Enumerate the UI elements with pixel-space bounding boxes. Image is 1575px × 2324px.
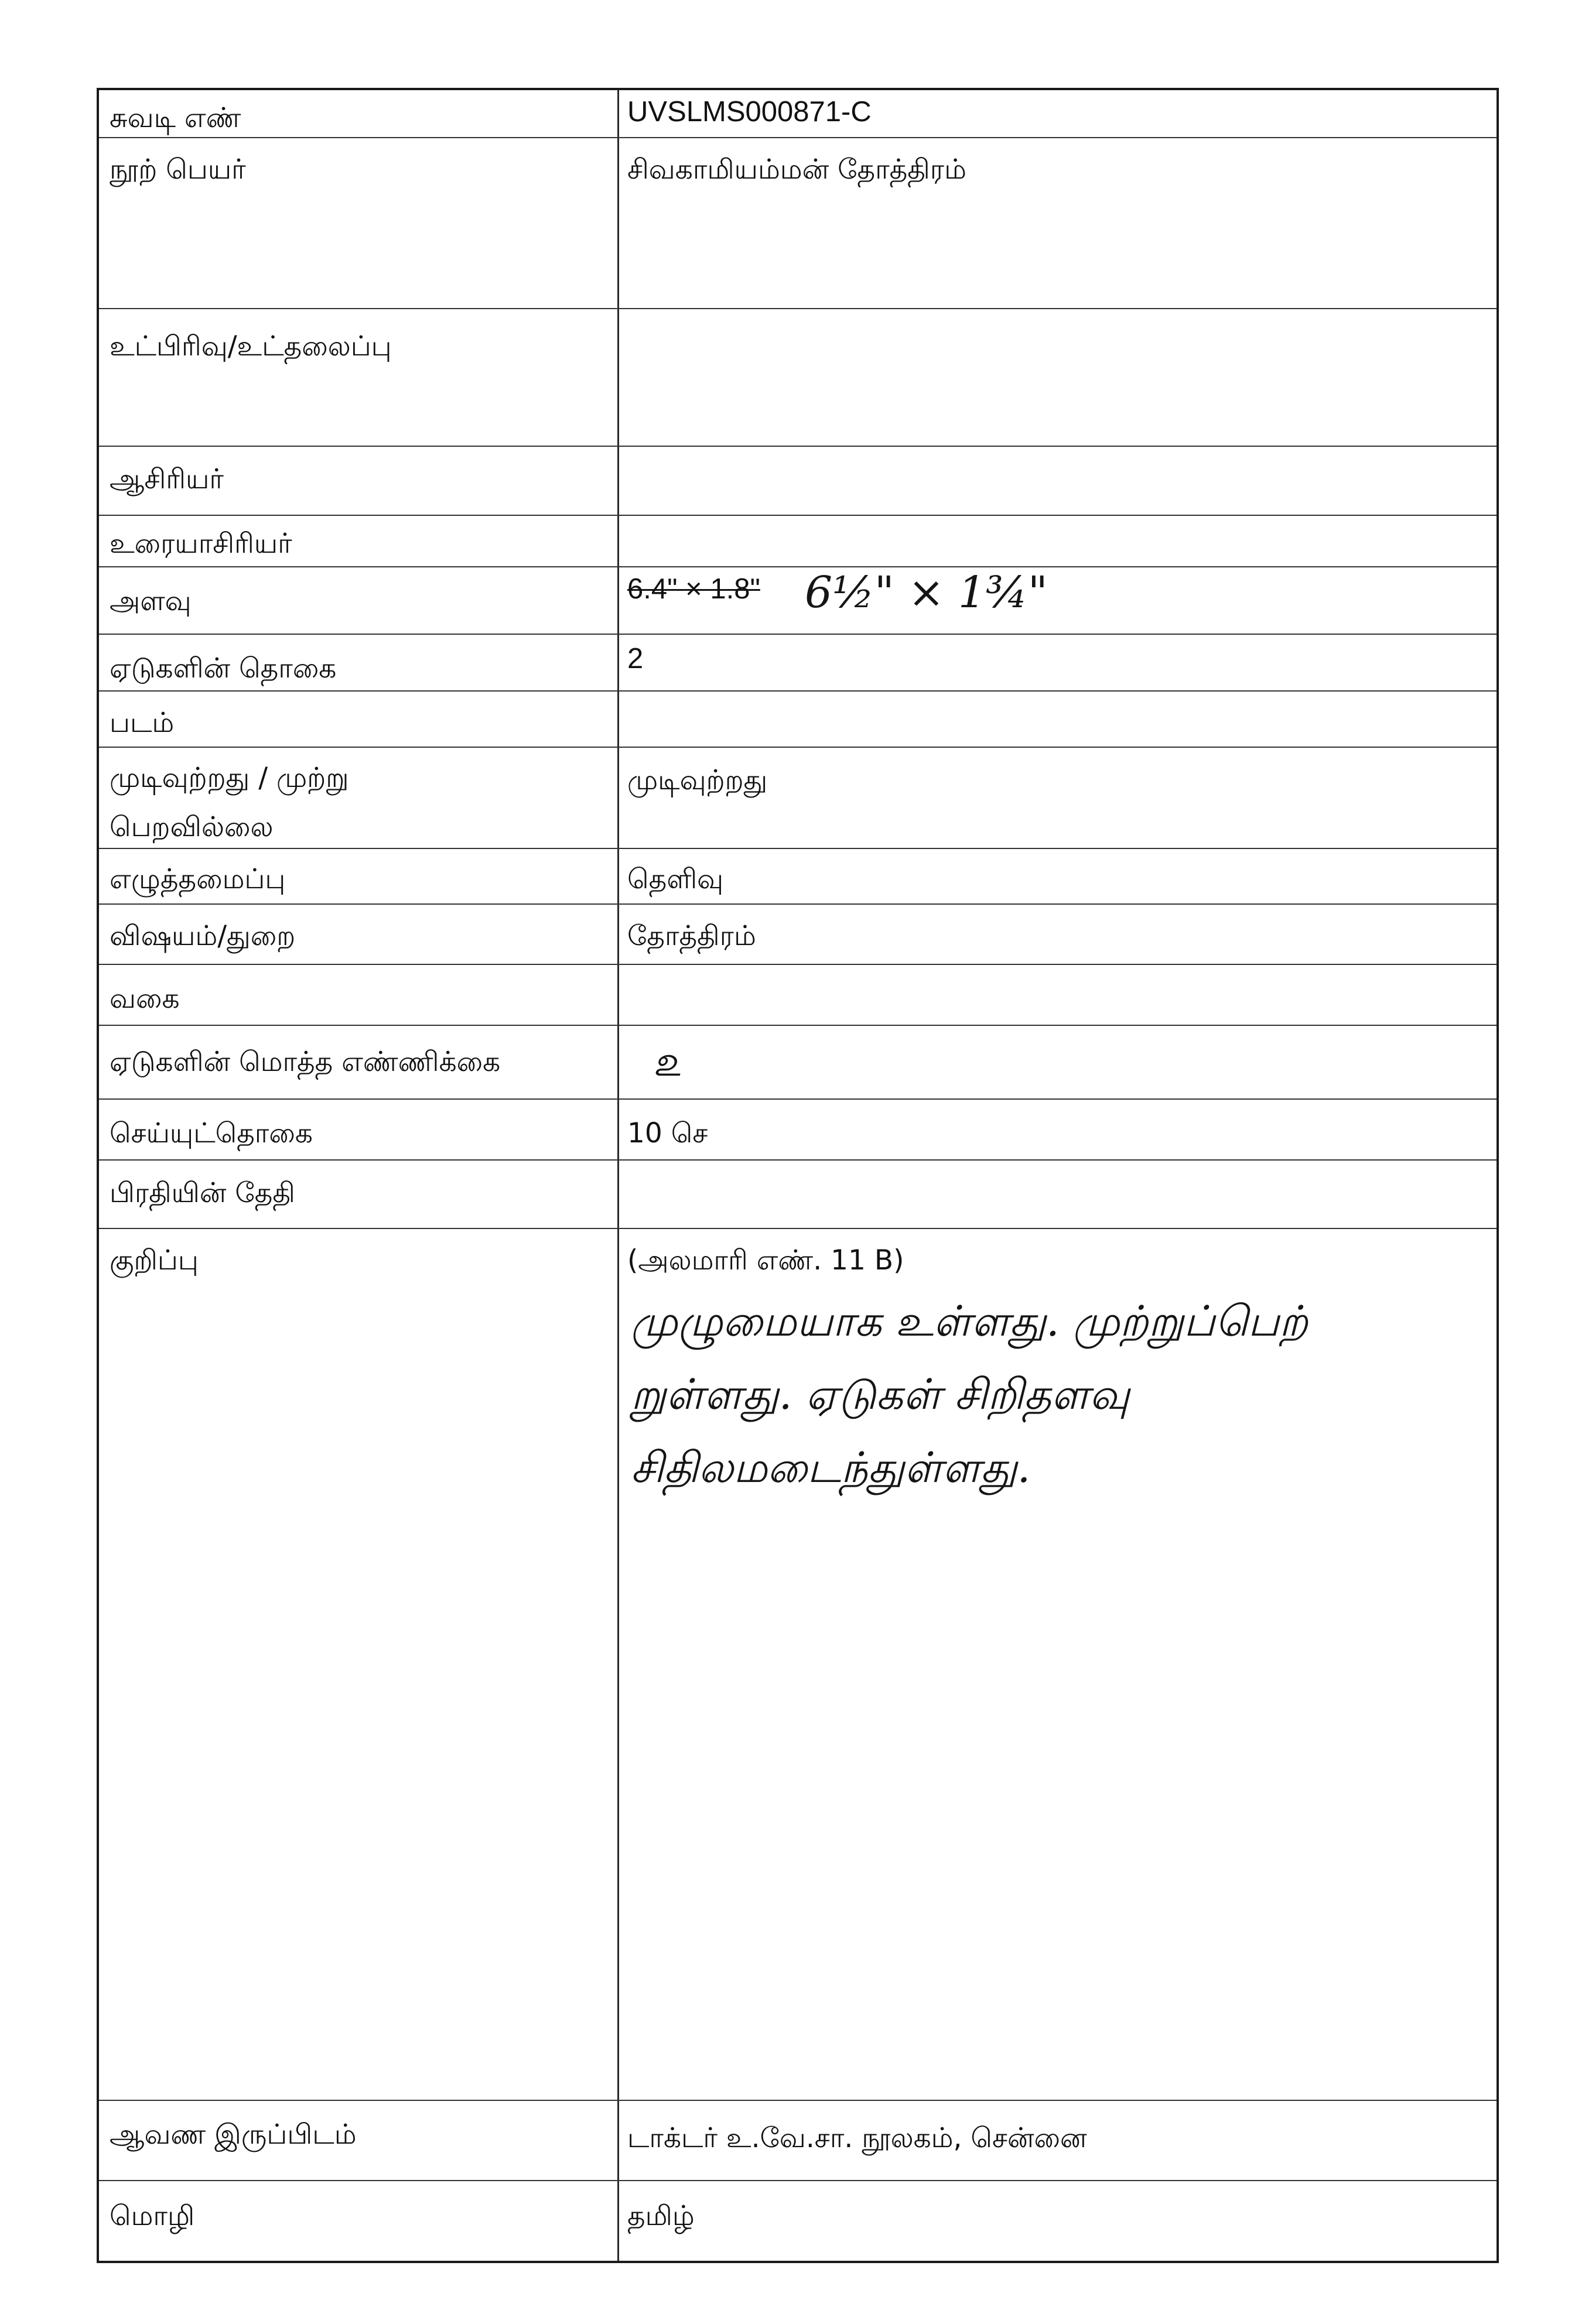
field-label: உட்பிரிவு/உட்தலைப்பு bbox=[110, 330, 392, 362]
row-prathi-thethi bbox=[99, 1161, 1497, 1229]
row-vagai bbox=[99, 965, 1497, 1026]
manuscript-id: UVSLMS000871-C bbox=[627, 96, 872, 128]
row-padam bbox=[99, 692, 1497, 748]
field-label: ஏடுகளின் தொகை bbox=[110, 652, 337, 684]
field-label: ஆவண இருப்பிடம் bbox=[110, 2118, 357, 2151]
size-struck-value: 6.4" × 1.8" bbox=[627, 573, 760, 605]
verse-count: 10 செ bbox=[627, 1117, 708, 1149]
field-label: அளவு bbox=[110, 585, 192, 617]
row-vishayam bbox=[99, 905, 1497, 965]
row-suvadi-en bbox=[99, 90, 1497, 138]
row-alavu bbox=[99, 567, 1497, 635]
script-clarity: தெளிவு bbox=[627, 863, 724, 895]
handwritten-line: றுள்ளது. ஏடுகள் சிறிதளவு bbox=[631, 1370, 1130, 1419]
note-typed: (அலமாரி எண். 11 B) bbox=[627, 1244, 904, 1276]
book-title: சிவகாமியம்மன் தோத்திரம் bbox=[627, 153, 966, 186]
completion-status: முடிவுற்றது bbox=[627, 764, 768, 796]
leaf-count: 2 bbox=[627, 643, 644, 675]
row-asiriyar bbox=[99, 447, 1497, 516]
subject-value: தோத்திரம் bbox=[627, 920, 756, 952]
field-label: ஆசிரியர் bbox=[110, 463, 224, 495]
total-leaf-count-handwritten: ௨ bbox=[652, 1036, 682, 1086]
field-label: நூற் பெயர் bbox=[110, 153, 246, 186]
handwritten-line: முழுமையாக உள்ளது. முற்றுப்பெற் bbox=[631, 1296, 1308, 1346]
row-uraiyasiriyar bbox=[99, 516, 1497, 567]
note-handwritten bbox=[631, 1285, 1308, 1504]
field-label: எழுத்தமைப்பு bbox=[110, 863, 286, 895]
language-value: தமிழ் bbox=[627, 2200, 695, 2232]
field-label: சுவடி எண் bbox=[110, 102, 241, 134]
field-label: செய்யுட்தொகை bbox=[110, 1117, 313, 1149]
field-label: வகை bbox=[110, 983, 180, 1015]
field-label: ஏடுகளின் மொத்த எண்ணிக்கை bbox=[110, 1046, 501, 1078]
row-utpirivu bbox=[99, 309, 1497, 447]
archive-location: டாக்டர் உ.வே.சா. நூலகம், சென்னை bbox=[627, 2122, 1087, 2154]
field-label: பிரதியின் தேதி bbox=[110, 1177, 295, 1209]
row-edugalin-thogai bbox=[99, 635, 1497, 692]
row-mothha-ennikkai bbox=[99, 1026, 1497, 1100]
field-label: உரையாசிரியர் bbox=[110, 528, 292, 560]
field-label: முடிவுற்றது / முற்று bbox=[110, 762, 349, 794]
row-mozhi bbox=[99, 2181, 1497, 2263]
field-label: படம் bbox=[110, 707, 175, 739]
row-seyyut-thogai bbox=[99, 1100, 1497, 1161]
row-nool-peyar bbox=[99, 138, 1497, 309]
row-avana-iruppidam bbox=[99, 2101, 1497, 2181]
handwritten-line: சிதிலமடைந்துள்ளது. bbox=[631, 1443, 1031, 1492]
field-label: விஷயம்/துறை bbox=[110, 920, 296, 952]
field-label: குறிப்பு bbox=[110, 1244, 199, 1276]
row-mudivutrathu bbox=[99, 748, 1497, 849]
field-label: மொழி bbox=[110, 2200, 195, 2232]
field-label-continued: பெறவில்லை bbox=[110, 811, 274, 843]
catalog-record-table bbox=[97, 88, 1499, 2263]
size-handwritten-value: 6½" × 1¾" bbox=[805, 567, 1048, 618]
row-ezhuthamaippu bbox=[99, 849, 1497, 905]
